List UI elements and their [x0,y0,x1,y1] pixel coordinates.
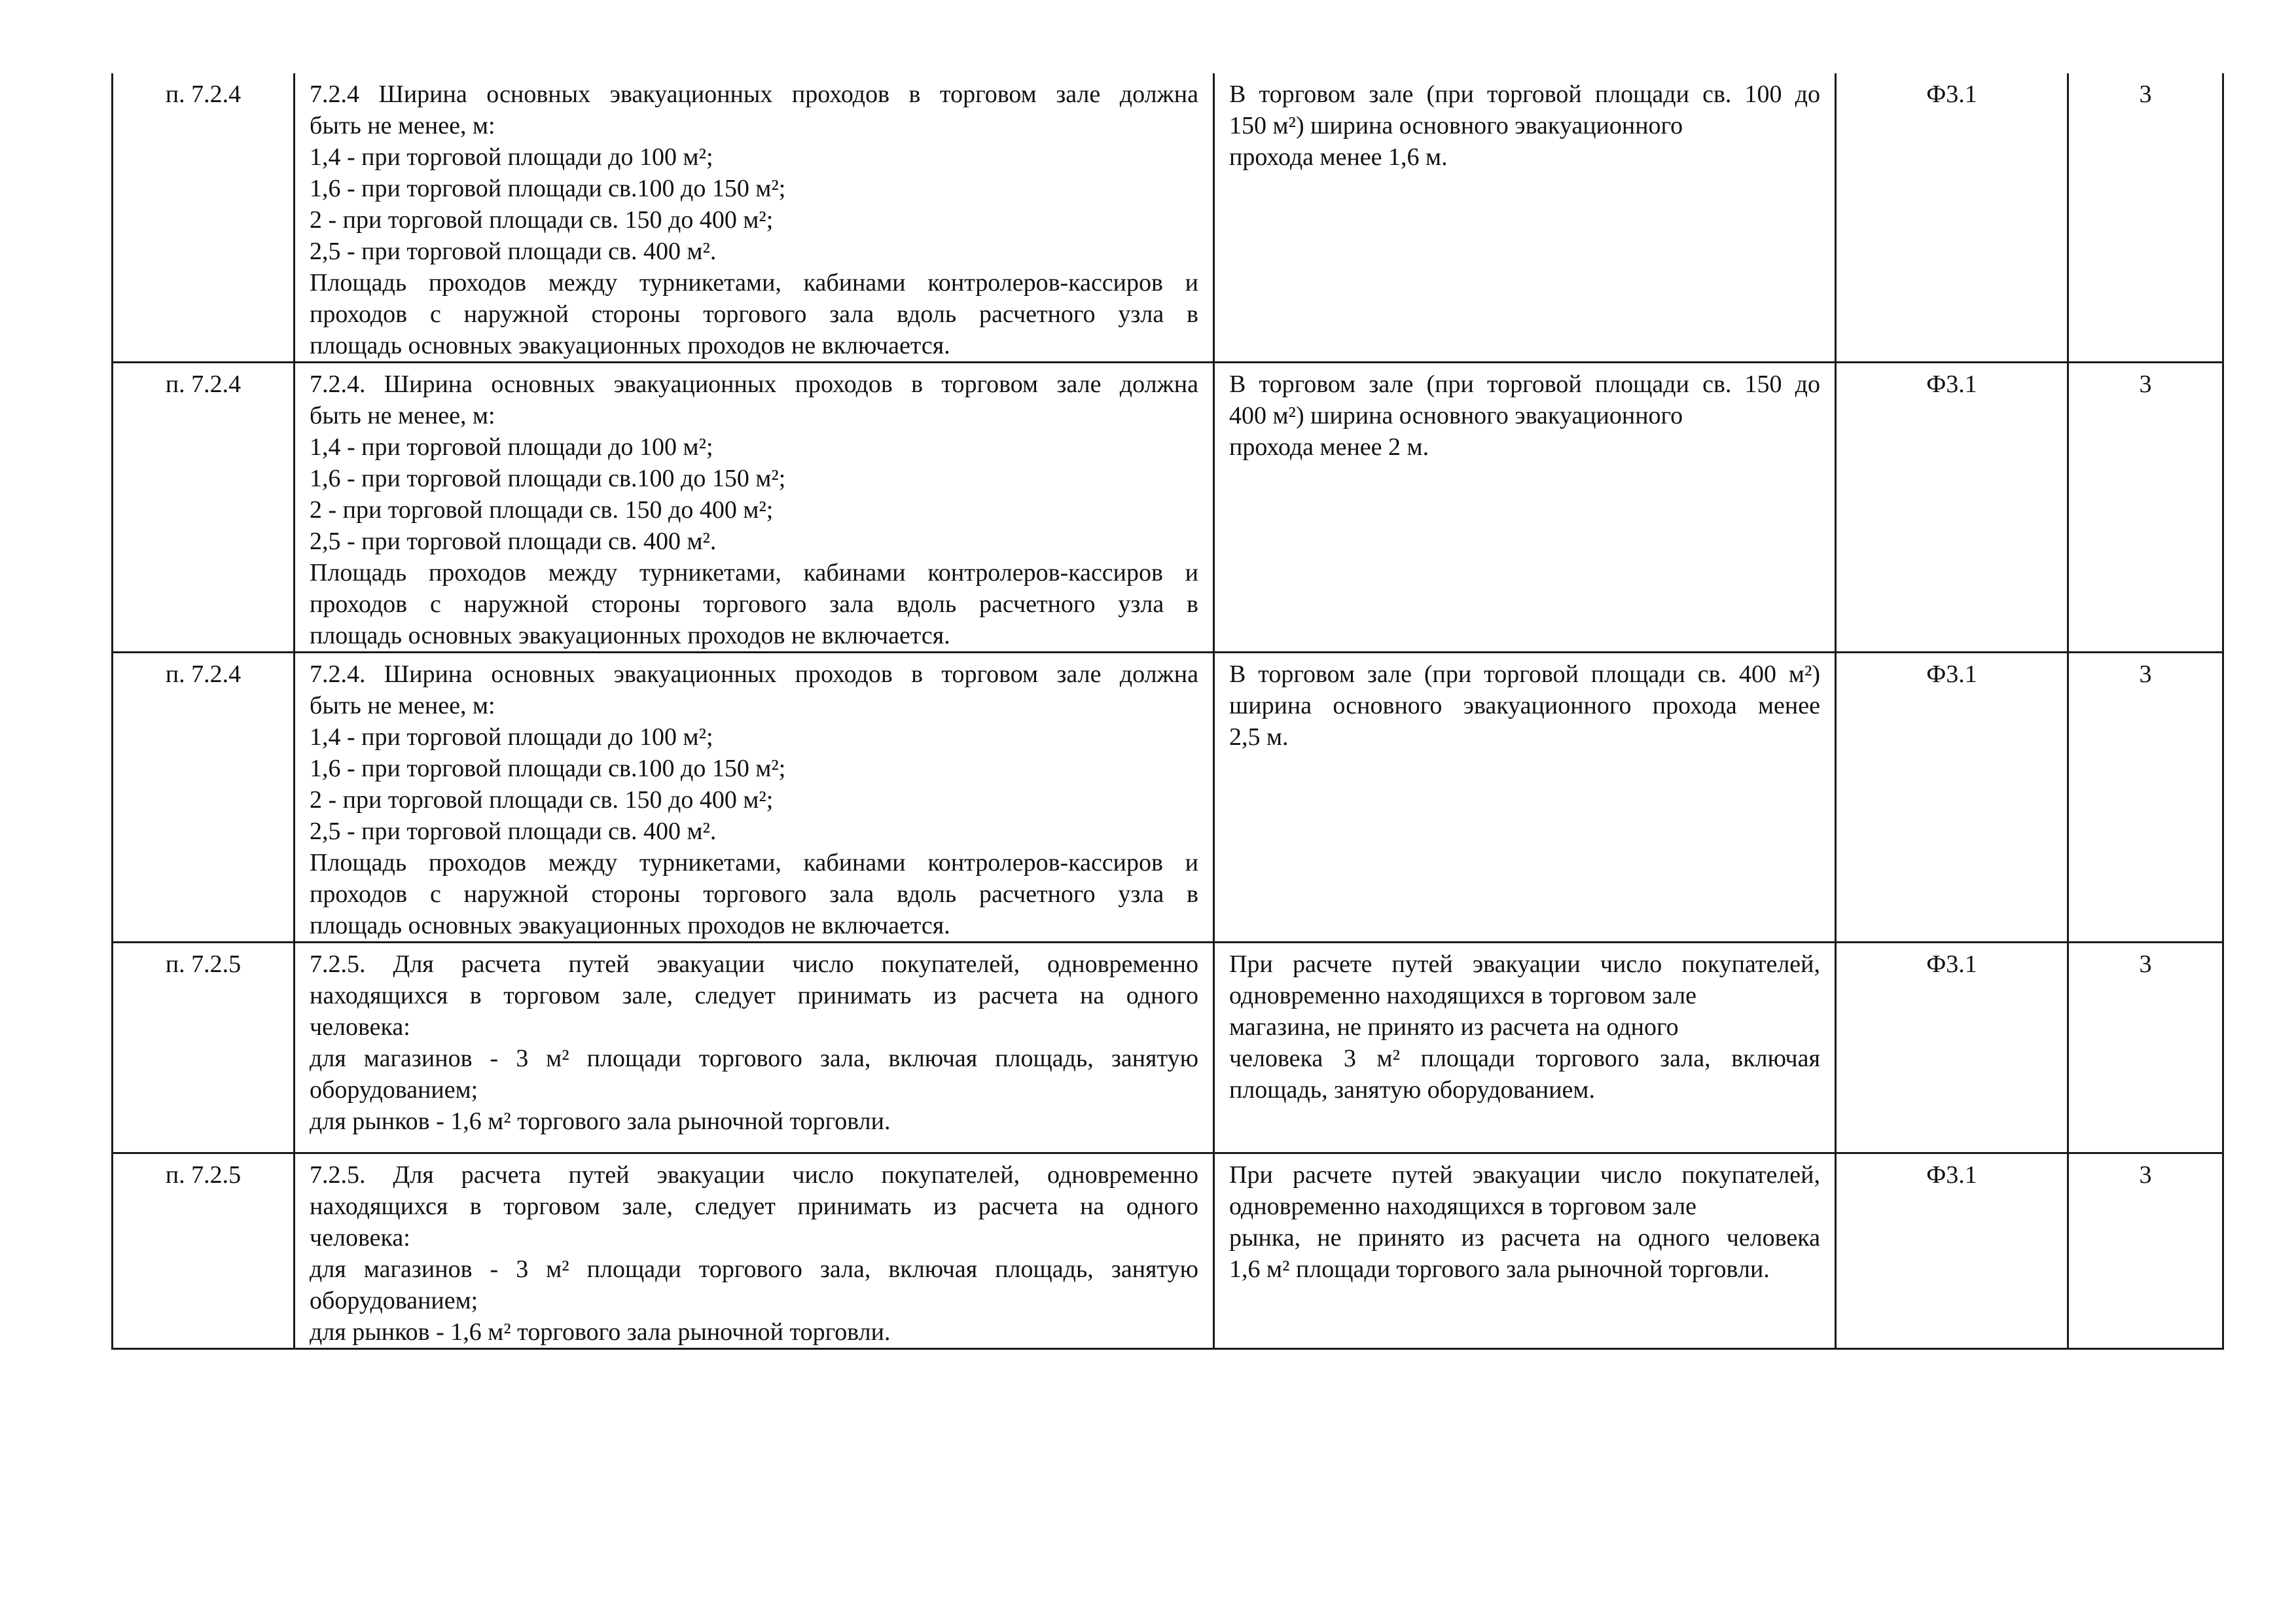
requirement-line: быть не менее, м: [310,692,495,719]
functional-class: Ф3.1 [1836,1153,2068,1349]
requirements-table-body [113,73,2223,1349]
requirement-line: 7.2.4. Ширина основных эвакуационных проходов в торговом зале должна [310,370,1198,398]
clause-reference: п. 7.2.5 [113,1153,295,1349]
violation-line: одновременно находящихся в торговом зале [1229,982,1697,1009]
violation-line: В торговом зале (при торговой площади св. 150 до [1229,370,1820,398]
table-row [113,73,2223,363]
requirements-table [111,73,2224,1350]
requirement-line: 2,5 - при торговой площади св. 400 м². [310,818,717,845]
requirement-line: проходов с наружной стороны торгового зала вдоль расчетного узла в [310,880,1198,908]
requirement-line: быть не менее, м: [310,402,495,429]
functional-class: Ф3.1 [1836,73,2068,363]
violation-line: прохода менее 2 м. [1229,433,1429,461]
requirement-line: 1,6 - при торговой площади св.100 до 150 м²; [310,465,786,492]
violation-description [1214,943,1836,1153]
violation-category: 3 [2068,73,2223,363]
table-row [113,1153,2223,1349]
violation-description [1214,73,1836,363]
table-row [113,653,2223,943]
violation-line: При расчете путей эвакуации число покупателей, [1229,950,1820,978]
violation-line: одновременно находящихся в торговом зале [1229,1193,1697,1220]
requirement-line: для магазинов - 3 м² площади торгового зала, включая площадь, занятую [310,1255,1198,1283]
clause-reference: п. 7.2.5 [113,943,295,1153]
functional-class: Ф3.1 [1836,653,2068,943]
requirement-line: находящихся в торговом зале, следует принимать из расчета на одного [310,1193,1198,1220]
violation-description [1214,1153,1836,1349]
violation-category: 3 [2068,363,2223,653]
violation-category: 3 [2068,943,2223,1153]
table-row [113,363,2223,653]
requirement-line: проходов с наружной стороны торгового зала вдоль расчетного узла в [310,590,1198,618]
violation-line: магазина, не принято из расчета на одного [1229,1013,1679,1041]
violation-line: площадь, занятую оборудованием. [1229,1076,1595,1104]
requirement-line: человека: [310,1013,410,1041]
clause-reference: п. 7.2.4 [113,363,295,653]
violation-line: 2,5 м. [1229,723,1289,751]
table-row [113,943,2223,1153]
functional-class: Ф3.1 [1836,363,2068,653]
requirement-text [295,943,1214,1153]
requirement-line: 1,6 - при торговой площади св.100 до 150 м²; [310,755,786,782]
requirement-line: для рынков - 1,6 м² торгового зала рыночной торговли. [310,1318,891,1346]
clause-reference: п. 7.2.4 [113,653,295,943]
requirement-line: 1,6 - при торговой площади св.100 до 150 м²; [310,175,786,202]
requirement-line: 2,5 - при торговой площади св. 400 м². [310,238,717,265]
requirement-line: 2 - при торговой площади св. 150 до 400 м²; [310,496,774,524]
requirement-line: быть не менее, м: [310,112,495,139]
requirement-line: 7.2.4. Ширина основных эвакуационных проходов в торговом зале должна [310,660,1198,688]
requirement-text [295,73,1214,363]
violation-category: 3 [2068,1153,2223,1349]
violation-line: При расчете путей эвакуации число покупателей, [1229,1161,1820,1189]
requirement-line: оборудованием; [310,1287,478,1314]
requirement-line: 2 - при торговой площади св. 150 до 400 м²; [310,786,774,814]
requirement-line: 7.2.5. Для расчета путей эвакуации число покупателей, одновременно [310,1161,1198,1189]
requirement-line: Площадь проходов между турникетами, кабинами контролеров-кассиров и [310,269,1198,297]
violation-line: рынка, не принято из расчета на одного человека [1229,1224,1820,1252]
requirement-text [295,363,1214,653]
requirement-text [295,1153,1214,1349]
violation-line: прохода менее 1,6 м. [1229,143,1448,171]
requirement-line: 2 - при торговой площади св. 150 до 400 м²; [310,206,774,234]
requirement-line: оборудованием; [310,1076,478,1104]
requirement-line: для магазинов - 3 м² площади торгового зала, включая площадь, занятую [310,1045,1198,1072]
violation-description [1214,363,1836,653]
requirement-text [295,653,1214,943]
violation-line: В торговом зале (при торговой площади св. 400 м²) [1229,660,1820,688]
violation-line: человека 3 м² площади торгового зала, включая [1229,1045,1820,1072]
requirement-line: 7.2.5. Для расчета путей эвакуации число покупателей, одновременно [310,950,1198,978]
requirement-line: Площадь проходов между турникетами, кабинами контролеров-кассиров и [310,849,1198,876]
requirement-line: 1,4 - при торговой площади до 100 м²; [310,143,713,171]
requirement-line: 1,4 - при торговой площади до 100 м²; [310,433,713,461]
clause-reference: п. 7.2.4 [113,73,295,363]
requirement-line: проходов с наружной стороны торгового зала вдоль расчетного узла в [310,300,1198,328]
requirement-line: человека: [310,1224,410,1252]
violation-line: В торговом зале (при торговой площади св. 100 до [1229,81,1820,108]
requirement-line: 7.2.4 Ширина основных эвакуационных проходов в торговом зале должна [310,81,1198,108]
violation-line: ширина основного эвакуационного прохода менее [1229,692,1820,719]
requirement-line: 1,4 - при торговой площади до 100 м²; [310,723,713,751]
violation-category: 3 [2068,653,2223,943]
requirement-line: для рынков - 1,6 м² торгового зала рыночной торговли. [310,1108,891,1135]
requirement-line: площадь основных эвакуационных проходов не включается. [310,622,950,649]
requirement-line: Площадь проходов между турникетами, кабинами контролеров-кассиров и [310,559,1198,586]
requirement-line: 2,5 - при торговой площади св. 400 м². [310,528,717,555]
requirement-line: площадь основных эвакуационных проходов не включается. [310,912,950,939]
violation-line: 1,6 м² площади торгового зала рыночной торговли. [1229,1255,1770,1283]
requirement-line: площадь основных эвакуационных проходов не включается. [310,332,950,359]
violation-line: 400 м²) ширина основного эвакуационного [1229,402,1683,429]
violation-line: 150 м²) ширина основного эвакуационного [1229,112,1683,139]
violation-description [1214,653,1836,943]
requirement-line: находящихся в торговом зале, следует принимать из расчета на одного [310,982,1198,1009]
functional-class: Ф3.1 [1836,943,2068,1153]
